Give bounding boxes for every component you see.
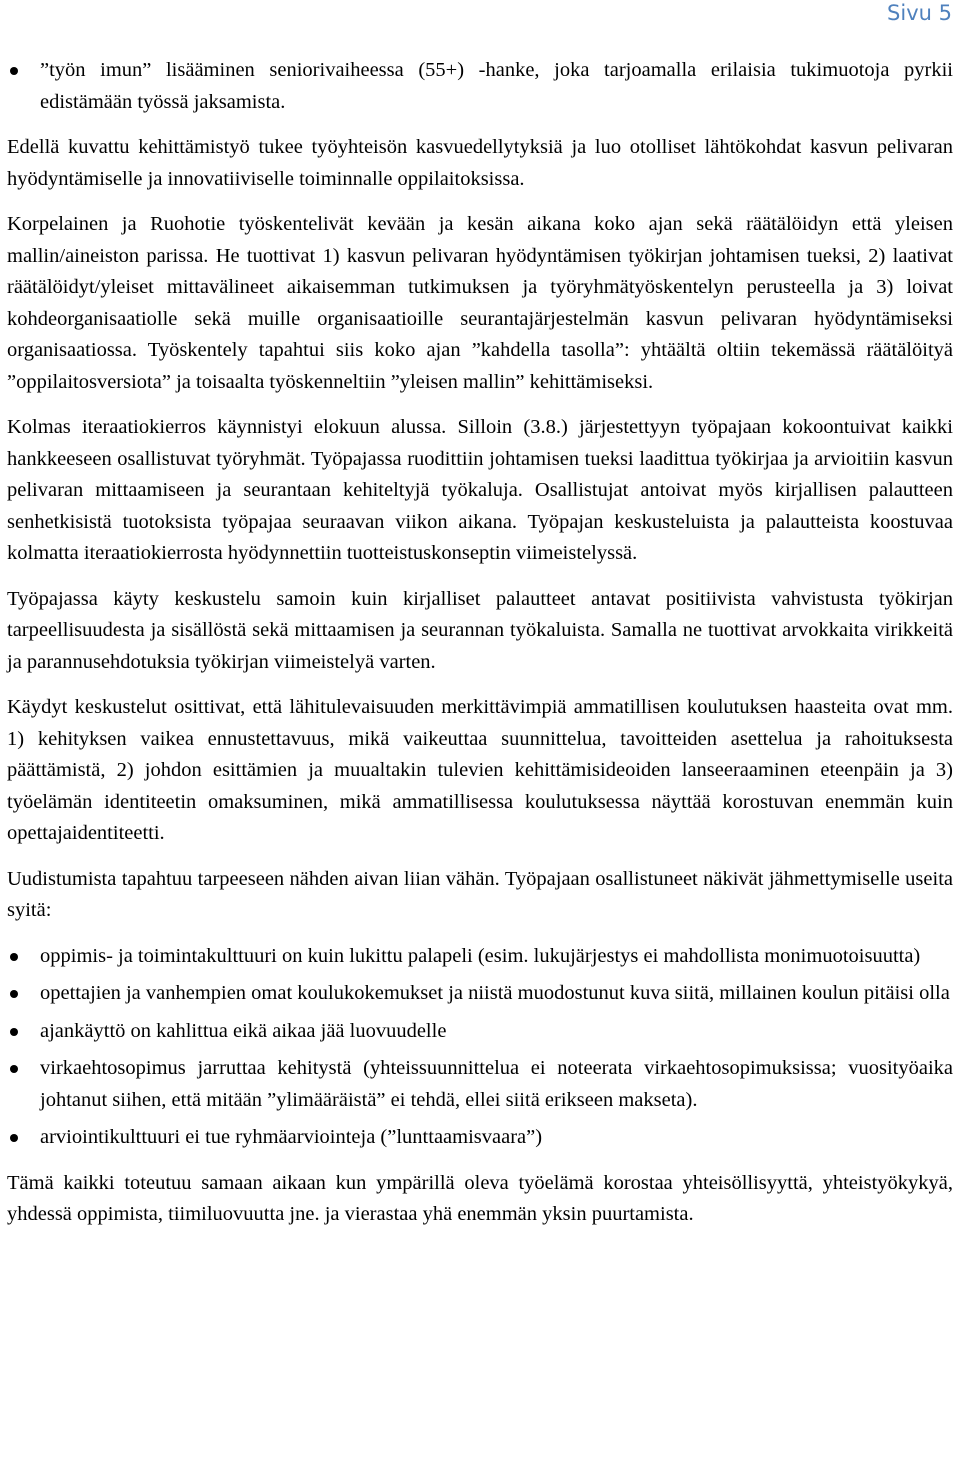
list-item — [7, 1016, 953, 1048]
page-number: Sivu 5 — [887, 1, 952, 25]
list-item-text: ”työn imun” lisääminen seniorivaiheessa (55+) -hanke, joka tarjoamalla erilaisia tukimuotoja pyrkii edistämään työssä jaksamista. — [40, 59, 953, 113]
list-item — [7, 978, 953, 1010]
bullet-icon — [10, 1134, 18, 1142]
bullet-icon — [10, 953, 18, 961]
document-body — [7, 55, 953, 1245]
list-item — [7, 55, 953, 118]
list-item-text: arviointikulttuuri ei tue ryhmäarviointeja (”lunttaamisvaara”) — [40, 1126, 543, 1148]
bullet-icon — [10, 1028, 18, 1036]
list-item — [7, 1122, 953, 1154]
list-item — [7, 941, 953, 973]
list-item-text: opettajien ja vanhempien omat koulukokemukset ja niistä muodostunut kuva siitä, millainen koulun pitäisi olla — [40, 982, 950, 1004]
project-bullet-list — [7, 55, 953, 118]
list-item-text: virkaehtosopimus jarruttaa kehitystä (yhteissuunnittelua ei noteerata virkaehtosopimuksissa; vuosityöaika johtanut siihen, että mitään ”ylimääräistä” ei tehdä, ellei siitä erikseen makseta). — [40, 1057, 953, 1111]
paragraph: Käydyt keskustelut osittivat, että lähitulevaisuuden merkittävimpiä ammatillisen koulutuksen haasteita ovat mm. 1) kehityksen vaikea ennustettavuus, mikä vaikeuttaa suunnittelua, tavoitteiden asettelua ja rahoituksesta päättämistä, 2) johdon esittämien ja muualtakin tulevien kehittämisideoiden lanseeraaminen eteenpäin ja 3) työelämän identiteetin omaksuminen, mikä ammatillisessa koulutuksessa näyttää korostuvan enemmän kuin opettajaidentiteetti. — [7, 696, 953, 844]
closing-paragraph: Tämä kaikki toteutuu samaan aikaan kun ympärillä oleva työelämä korostaa yhteisöllisyyttä, yhteistyökykyä, yhdessä oppimista, tiimiluovuutta jne. ja vierastaa yhä enemmän yksin puurtamista. — [7, 1171, 953, 1225]
bullet-icon — [10, 1065, 18, 1073]
paragraph: Edellä kuvattu kehittämistyö tukee työyhteisön kasvuedellytyksiä ja luo otolliset lähtökohdat kasvun pelivaran hyödyntämiselle ja innovatiiviselle toiminnalle oppilaitoksissa. — [7, 136, 953, 190]
bullet-icon — [10, 990, 18, 998]
paragraph: Uudistumista tapahtuu tarpeeseen nähden aivan liian vähän. Työpajaan osallistuneet näkivät jähmettymiselle useita syitä: — [7, 867, 953, 921]
reasons-bullet-list — [7, 941, 953, 1154]
paragraph: Korpelainen ja Ruohotie työskentelivät kevään ja kesän aikana koko ajan sekä räätälöidyn että yleisen mallin/aineiston parissa. He tuottivat 1) kasvun pelivaran hyödyntämisen työkirjan johtamisen tueksi, 2) laativat räätälöidyt/yleiset mittavälineet aikaisemman tutkimuksen ja työryhmätyöskentelyn perusteella ja 3) loivat kohdeorganisaatiolle sekä muille organisaatioille seurantajärjestelmän kasvun pelivaran hyödyntämiseksi organisaatiossa. Työskentely tapahtui siis koko ajan ”kahdella tasolla”: yhtäältä oltiin tekemässä räätälöityä ”oppilaitosversiota” ja toisaalta työskenneltiin ”yleisen mallin” kehittämiseksi. — [7, 213, 953, 393]
paragraph: Kolmas iteraatiokierros käynnistyi elokuun alussa. Silloin (3.8.) järjestettyyn työpajaan kokoontuivat kaikki hankkeeseen osallistuvat työryhmät. Työpajassa ruodittiin johtamisen tueksi laadittua työkirjaa ja arvioitiin kasvun pelivaran mittaamiseen ja seurantaan kehiteltyjä työkaluja. Osallistujat antoivat myös kirjallisen palautteen senhetkisistä tuotoksista työpajaa seuraavan viikon aikana. Työpajan keskusteluista ja palautteista koostuvaa kolmatta iteraatiokierrosta hyödynnettiin tuotteistuskonseptin viimeistelyssä. — [7, 416, 953, 564]
list-item-text: oppimis- ja toimintakulttuuri on kuin lukittu palapeli (esim. lukujärjestys ei mahdollista monimuotoisuutta) — [40, 944, 921, 967]
list-item — [7, 1053, 953, 1116]
bullet-icon — [10, 67, 18, 75]
paragraph: Työpajassa käyty keskustelu samoin kuin kirjalliset palautteet antavat positiivista vahvistusta työkirjan tarpeellisuudesta ja sisällöstä sekä mittaamisen ja seurannan työkaluista. Samalla ne tuottivat arvokkaita virikkeitä ja parannusehdotuksia työkirjan viimeistelyä varten. — [7, 587, 953, 673]
list-item-text: ajankäyttö on kahlittua eikä aikaa jää luovuudelle — [40, 1019, 447, 1042]
